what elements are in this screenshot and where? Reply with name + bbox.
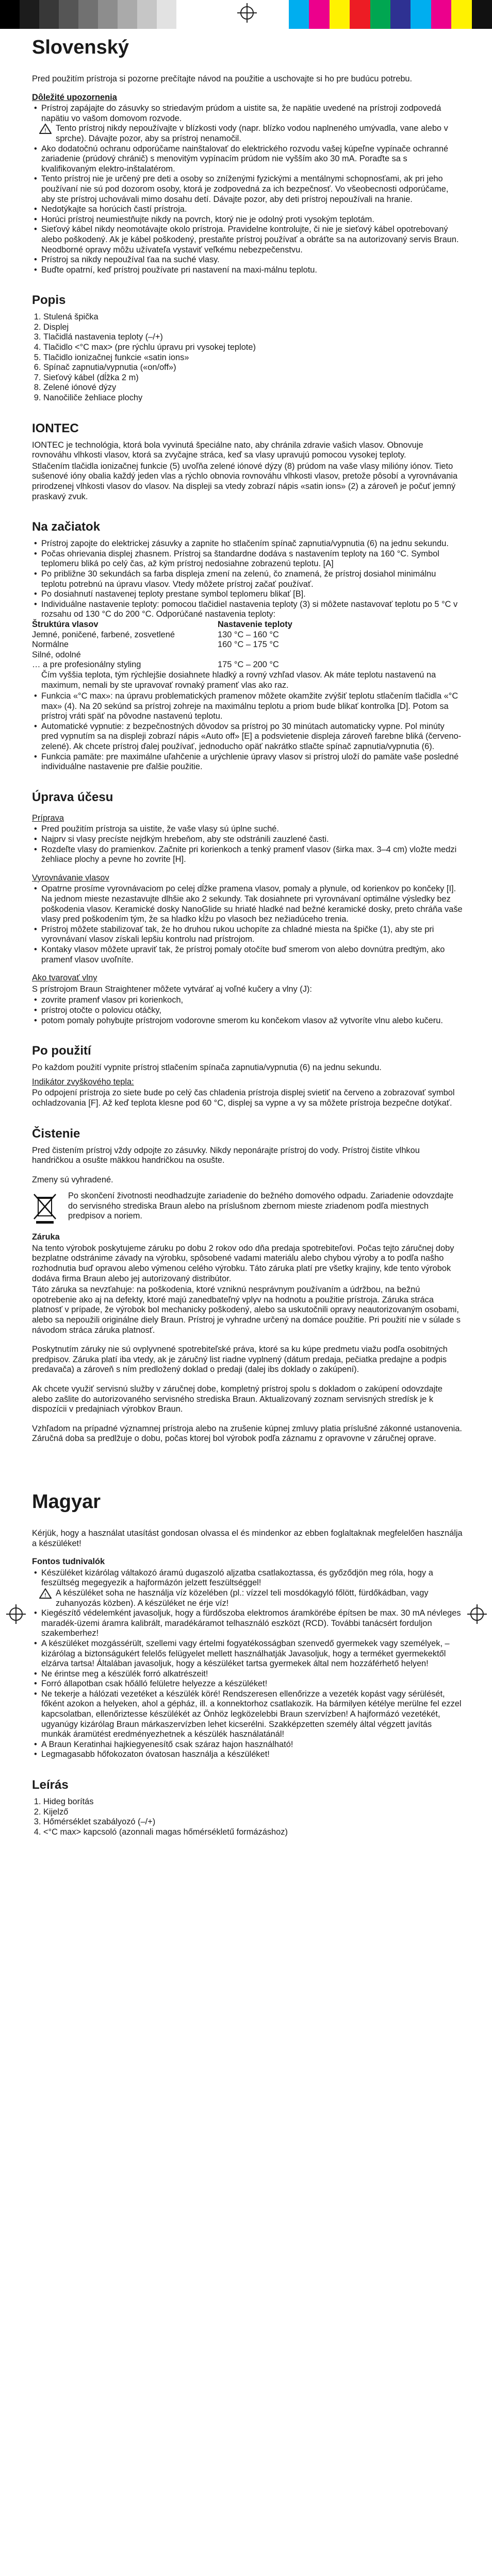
grayscale-calibration-strip xyxy=(0,0,196,29)
list-item: 2. Kijelző xyxy=(43,1807,463,1818)
table-cell: Normálne xyxy=(32,640,69,650)
iontec-heading: IONTEC xyxy=(32,421,79,435)
disposal-notice xyxy=(32,1191,463,1224)
registration-mark-icon xyxy=(470,1607,484,1621)
list-item: • Automatické vypnutie: z bezpečnostných dôvodov sa prístroj po 30 minútach automaticky vypne. Pol minúty pred vypnutím sa na displeji zobrazí nápis «Auto off» [E] a podsvietenie displeja zároveň farebne bliká (červeno-zelené). Ak chcete prístroj ďalej používať, jednoducho opäť nakrátko stlačte spínač zapnutia/vypnutia (6). xyxy=(41,722,463,752)
list-item: • Najprv si vlasy precíste nejdkým hrebeňom, aby ste odstránili zauzlené časti. xyxy=(41,835,463,845)
list-item: • potom pomaly pohybujte prístrojom vodorovne smerom ku končekom vlasov až vytvoríte vlnu alebo kučeru. xyxy=(41,1016,463,1026)
paragraph: IONTEC je technológia, ktorá bola vyvinutá špeciálne nato, aby chránila zdravie vašich vlasov. Obnovuje rovnováhu vlhkosti vlasov, ktorá sa zvyčajne stráca, keď sa vlasy upravujú pomocou vysokej teploty. xyxy=(32,440,423,460)
list-item: • Prístroj zapájajte do zásuvky so striedavým prúdom a uistite sa, že napätie uvedené na prístroji zodpovedá napätiu vo vašom domovom rozvode. xyxy=(41,104,463,124)
paragraph: Po každom použití vypnite prístroj stlačením spínača zapnutia/vypnutia (6) na jednu sekundu. xyxy=(32,1063,382,1073)
list-item: • Prístroj sa nikdy nepoužíval ťaa na suché vlasy. xyxy=(41,255,463,265)
list-item: • Kiegészítő védelemként javasoljuk, hogy a fürdőszoba elektromos áramkörébe építsen be max. 30 mA névleges maradék-üzemi áramra kalibrált, maradékáramot telhasználó eszközt (RCD). További tanácsért forduljon szakemberhez! xyxy=(41,1608,463,1639)
list-item: 3. Hőmérséklet szabályozó (–/+) xyxy=(43,1817,463,1827)
warranty-heading: Záruka xyxy=(32,1232,60,1242)
section-title-hungarian: Magyar xyxy=(32,1490,101,1513)
list-item: • Po približne 30 sekundách sa farba displeja zmení na zelenú, čo znamená, že prístroj dosiahol minimálnu teplotu potrebnú na úpravu vlasov. Vtedy môžete prístroj začať používať. xyxy=(41,569,463,589)
after-use-heading: Po použití xyxy=(32,1044,91,1058)
table-cell: Nastavenie teploty xyxy=(218,619,292,629)
styling-heading: Úprava účesu xyxy=(32,790,113,804)
intro-text: Pred použitím prístroja si pozorne prečítajte návod na použitie a uschovajte si ho pre budúcu potrebu. xyxy=(32,74,413,83)
list-item: • Horúci prístroj neumiestňujte nikdy na povrch, ktorý nie je odolný proti vysokým teplotám. xyxy=(41,215,463,225)
list-item: 6. Spínač zapnutia/vypnutia («on/off») xyxy=(43,363,463,373)
temperature-settings-table xyxy=(32,620,300,670)
paragraph: Pred čistením prístroj vždy odpojte zo zásuvky. Nikdy neponárajte prístroj do vody. Prístroj čistite vlhkou handričkou a osušte mäkkou handričkou na osušte. xyxy=(32,1145,420,1165)
paragraph: Stlačením tlačidla ionizačnej funkcie (5) uvoľňa zelené iónové dýzy (8) prúdom na vaše vlasy milióny iónov. Tieto sušenové ióny obalia každý jeden vlas a rýchlo obnovia rovnováhu vlhkosti vlasov, pretože pôsobí a vyrovnávania prirodzenej vlhkosti vlasov do vlasov. Na displeji sa vtedy zobrazí nápis «satin ions» (2) a zároveň je počuť jemný praskavý zvuk. xyxy=(32,461,458,501)
list-item: • Nedotýkajte sa horúcich častí prístroja. xyxy=(41,205,463,215)
warnings-heading: Fontos tudnivalók xyxy=(32,1557,105,1567)
table-row xyxy=(32,640,300,650)
svg-text:!: ! xyxy=(44,1591,47,1599)
warning-text: A készüléket soha ne használja víz közelében (pl.: vízzel teli mosdókagyló főlött, fürdőkádban, vagy zuhanyozás közben). A készüléket ne érje víz! xyxy=(56,1588,429,1608)
list-item: 4. <°C max> kapcsoló (azonnali magas hőmérsékletű formázáshoz) xyxy=(43,1827,463,1838)
manual-page xyxy=(32,36,463,1837)
warning-text: Tento prístroj nikdy nepoužívajte v blízkosti vody (napr. blízko vodou naplneného umývadla, vane alebo v sprche). Dávajte pozor, aby sa prístroj nenamočil. xyxy=(56,124,448,143)
section-title-slovak: Slovenský xyxy=(32,37,129,58)
table-cell: 130 °C – 160 °C xyxy=(218,630,279,639)
table-cell: 175 °C – 200 °C xyxy=(218,660,279,670)
list-item: • Kontaky vlasov môžete upraviť tak, že prístroj pomaly otočíte buď smerom von alebo dovnútra predtým, ako pramenf vlasov uvoľníte. xyxy=(41,945,463,965)
no-water-warning-icon xyxy=(39,124,53,134)
list-item: 7. Sieťový kábel (dĺžka 2 m) xyxy=(43,373,463,383)
list-item: • Prístroj zapojte do elektrickej zásuvky a zapnite ho stlačením spínač zapnutia/vypnutia (6) na jednu sekundu. xyxy=(41,539,463,549)
list-item: • Prístroj môžete stabilizovať tak, že ho druhou rukou uchopíte za chladné miesta na špičke (1), aby ste pri vyrovnávaní vlasov získali lepšiu kontrolu nad prístrojom. xyxy=(41,925,463,945)
list-item: • Opatrne prosíme vyrovnávaciom po celej dĺžke pramena vlasov, pomaly a plynule, od korienkov po končeky [I]. Na jednom mieste nezastavujte dlhšie ako 2 sekundy. Tak dosiahnete pri vyrovnávaní optimálne výsledky bez poškodenia vlasov. Keramické dosky NanoGlide su hriaté hladké nad bežné keramické dosky, preto chráňa vaše vlasy pred poškodením tým, že sa hladko kĺžu po vlasoch bez nežiadúceho trenia. xyxy=(41,884,463,924)
description-heading: Leírás xyxy=(32,1778,69,1792)
table-cell xyxy=(218,650,300,660)
table-row xyxy=(32,650,300,660)
water-warning xyxy=(39,124,463,144)
list-item: • A készüléket mozgássérült, szellemi vagy értelmi fogyatékosságban szenvedő gyermekek vagy személyek, – kizárólag a biztonságukért felelős felügyelet mellett használhatják Javasoljuk, hogy a terméket gyermekektől elzárva tartsa! Általában javasoljuk, hogy a készüléket tartsa gyermekek által nem hozzáférhető helyen! xyxy=(41,1639,463,1669)
getting-started-list xyxy=(32,539,463,620)
warnings-list-continued xyxy=(32,144,463,276)
list-item: • Počas ohrievania displej zhasnem. Prístroj sa štandardne dodáva s nastavením teploty na 160 °C. Symbol teplomeru bliká po celý čas, až kým prístroj nedosiahne zobrazenú teplotu. [A] xyxy=(41,549,463,569)
table-cell: Jemné, poničené, farbené, zosvetlené xyxy=(32,630,175,639)
list-item: 4. Tlačidlo <°C max> (pre rýchlu úpravu pri vysokej teplote) xyxy=(43,343,463,353)
list-item: • A Braun Keratinhai hajkiegyenesítő csak száraz hajon használható! xyxy=(41,1740,463,1750)
list-item: • Ne érintse meg a készülék forró alkatrészeit! xyxy=(41,1669,463,1680)
paragraph: Táto záruka sa nevzťahuje: na poškodenia, ktoré vzniknú nesprávnym používaním a údržbou, na bežnú opotrebenie ako aj na defekty, ktoré majú zanedbateľný vplyv na hodnotu a použitie prístroja. Záruka stráca platnosť v prípade, že výrobok bol mechanicky poškodený, alebo sa uskutočnili opravy neautorizovaným osobami, alebo sa nepoužili originálne diely Braun. Prístroj je vyhradne určený na domáce použitie. Pri použití nie v súlade s návodom stráca záruka platnosť. xyxy=(32,1285,461,1335)
list-item: 1. Hideg borítás xyxy=(43,1797,463,1807)
residual-heat-heading: Indikátor zvyškového tepla: xyxy=(32,1077,134,1087)
list-item: • Ako dodatočnú ochranu odporúčame nainštalovať do elektrického rozvodu vašej kúpeľne vypínače ochranné zariadenie (prúdový chránič) s menovitým vypínacím prúdom nie vyšším ako 30 mA. Poraďte sa s kvalifikovaným elektro-inštalatérom. xyxy=(41,144,463,175)
list-item: • Legmagasabb hőfokozaton óvatosan használja a készüléket! xyxy=(41,1750,463,1760)
table-row xyxy=(32,660,300,670)
waves-list xyxy=(32,995,463,1026)
list-item: • prístroj otočte o polovicu otáčky, xyxy=(41,1006,463,1016)
list-item: • Pred použitím prístroja sa uistite, že vaše vlasy sú úplne suché. xyxy=(41,824,463,835)
paragraph: Zmeny sú vyhradené. xyxy=(32,1175,113,1184)
list-item: 1. Stulená špička xyxy=(43,312,463,323)
list-item: • Készüléket kizárólag váltakozó áramú dugaszoló aljzatba csatlakoztassa, és győződjön meg róla, hogy a feszültség megegyezik a hajformázón jelzett feszültséggel! xyxy=(41,1568,463,1588)
svg-text:!: ! xyxy=(44,127,47,134)
cmyk-calibration-strip xyxy=(289,0,492,29)
paragraph: Po skončení životnosti neodhadzujte zariadenie do bežného domového odpadu. Zariadenie odovzdajte do servisného strediska Braun alebo na príslušnom zbernom mieste zriadenom podľa miestnych predpisov a noriem. xyxy=(68,1191,454,1221)
preparation-list xyxy=(32,824,463,865)
cleaning-heading: Čistenie xyxy=(32,1126,80,1141)
no-water-warning-icon xyxy=(39,1588,53,1599)
list-item: • Forró állapotban csak hőálló felületre helyezze a készüléket! xyxy=(41,1679,463,1689)
description-heading: Popis xyxy=(32,293,66,308)
list-item: 9. Nanočiliče žehliace plochy xyxy=(43,393,463,403)
list-item: • Po dosiahnutí nastavenej teploty prestane symbol teplomeru blikať [B]. xyxy=(41,589,463,600)
paragraph: Poskytnutím záruky nie sú ovplyvnené spotrebiteľské práva, ktoré sa ku kúpe predmetu viažu podľa osobitných predpisov. Záruka platí iba vtedy, ak je záručný list riadne vyplnený (dátum predaja, pečiatka predajne a podpis predavača) a zároveň s ním predložený doklad o predaji (dalej ibs doklady o zakúpení). xyxy=(32,1345,448,1375)
registration-mark-icon xyxy=(240,6,254,20)
paragraph: Ak chcete využiť servisnú služby v záručnej dobe, kompletný prístroj spolu s dokladom o zakúpení odovzdajte alebo zašlite do autorizovaného servisného strediska Braun. Aktualizovaný zoznam servisných stredísk je k dispozícii v predajniach výrobkov Braun. xyxy=(32,1384,443,1414)
getting-started-list-continued xyxy=(32,691,463,772)
list-item: • Funkcia pamäte: pre maximálne uľahčenie a urýchlenie úpravy vlasov si prístroj uloží do pamäte vaše posledné individuálne nastavenie pre ďalšie použitie. xyxy=(41,752,463,772)
waves-heading: Ako tvarovať vlny xyxy=(32,973,97,983)
getting-started-heading: Na začiatok xyxy=(32,520,101,534)
list-item: 5. Tlačidlo ionizačnej funkcie «satin ions» xyxy=(43,353,463,363)
table-cell: Štruktúra vlasov xyxy=(32,619,99,629)
list-item: • Rozdeľte vlasy do pramienkov. Začnite pri korienkoch a tenký pramenf vlasov (širka max. 3–4 cm) vložte medzi žehliace plochy a pevne ho zovrite [H]. xyxy=(41,845,463,865)
list-item: • Individuálne nastavenie teploty: pomocou tlačidiel nastavenia teploty (3) si môžete nastavovať teplotu po 5 °C v rozsahu od 130 °C do 200 °C. Odporúčané nastavenia teploty: xyxy=(41,600,463,620)
crossed-out-bin-icon xyxy=(32,1191,58,1224)
registration-mark-icon xyxy=(9,1607,23,1621)
list-item: • Ne tekerje a hálózati vezetéket a készülék köré! Rendszeresen ellenőrizze a vezeték kopást vagy sérülését, főként azokon a helyeken, ahol a gépház, ill. a konnektorhoz csatlakozik. Ha bármilyen kétélye merülne fel ezzel kapcsolatban, ellenőriztesse készülékét az Önhöz legközelebbi Braun szervízben! A hajformázó vezetékét, ugyanúgy kizárólag Braun márkaszervízben lehet kicserélni. Szakképzetten személy által végzett javítás munkák áramütést eredményezhetnek a készülék használatánál! xyxy=(41,1689,463,1740)
list-item: 2. Displej xyxy=(43,323,463,333)
warnings-list xyxy=(32,104,463,124)
list-item: • Buďte opatrní, keď prístroj používate pri nastavení na maxi-málnu teplotu. xyxy=(41,265,463,276)
parts-list xyxy=(32,312,463,403)
intro-text: Kérjük, hogy a használat utasítást gondosan olvassa el és mindenkor az ebben foglaltaknak megfelelően használja a készüléket! xyxy=(32,1528,463,1548)
warnings-heading: Dôležité upozornenia xyxy=(32,92,117,102)
paragraph: Čím vyššia teplota, tým rýchlejšie dosiahnete hladký a rovný vzhľad vlasov. Ak máte teplotu nastavenú na maximum, nemali by ste upravovať rovnaký pramenť vlas ako raz. xyxy=(41,670,436,690)
warnings-list-continued xyxy=(32,1608,463,1760)
straightening-heading: Vyrovnávanie vlasov xyxy=(32,873,109,883)
table-cell: Silné, odolné xyxy=(32,650,81,659)
paragraph: S prístrojom Braun Straightener môžete vytvárať aj voľné kučery a vlny (J): xyxy=(32,984,312,994)
table-header-row xyxy=(32,620,300,630)
straightening-list xyxy=(32,884,463,965)
paragraph: Vzhľadom na prípadné významnej prístroja alebo na zrušenie kúpnej zmluvy platia príslušné zákonné ustanovenia. Záručná doba sa predlžuje o dobu, počas ktorej bol výrobok podľa záznamu z opravovne v záručnej oprave. xyxy=(32,1423,462,1444)
table-cell: … a pre profesionálny styling xyxy=(32,660,141,670)
list-item: • Tento prístroj nie je určený pre deti a osoby so zníženými fyzickými a mentálnymi schopnosťami, ak pri jeho používaní nie sú pod dozorom osoby, ktorá je zodpovedná za ich bezpečnosť. Vo všeobecnosti odporúčame, aby ste prístroj uchovávali mimo dosahu detí. Dávajte pozor, aby deti prístroj nepoužívali na hranie. xyxy=(41,174,463,205)
preparation-heading: Príprava xyxy=(32,813,64,823)
paragraph: Na tento výrobok poskytujeme záruku po dobu 2 rokov odo dňa predaja spotrebiteľovi. Počas tejto záručnej doby bezplatne odstránime závady na výrobku, spôsobené vadami materiálu alebo chybou výroby a to podľa našho rozhodnutia buď opravou alebo výmenou celého výrobku. Táto záruka platí pre všetky krajiny, kde tento výrobok dodáva firma Braun alebo jej autorizovaný distribútor. xyxy=(32,1243,454,1283)
list-item: • zovrite pramenf vlasov pri korienkoch, xyxy=(41,995,463,1006)
water-warning xyxy=(39,1588,463,1608)
list-item: • Sieťový kábel nikdy neomotávajte okolo prístroja. Pravidelne kontrolujte, či nie je sieťový kábel opotrebovaný alebo poškodený. Ak je kábel poškodený, prestaňte prístroj používať a obráťte sa na autorizovaný servis Braun. Neodborné opravy môžu užívateľa vystaviť veľkému nebezpečenstvu. xyxy=(41,225,463,255)
list-item: 3. Tlačidlá nastavenia teploty (–/+) xyxy=(43,332,463,343)
list-item: 8. Zelené iónové dýzy xyxy=(43,383,463,393)
parts-list xyxy=(32,1797,463,1837)
list-item: • Funkcia «°C max»: na úpravu problematických pramenov môžete okamžite zvýšiť teplotu stlačením tlačidla «°C max» (4). Na 20 sekúnd sa prístroj zohreje na maximálnu teplotu a priom bude blikať kontrolka [D]. Potom sa prístroj vráti späť na pôvodne nastavenú teplotu. xyxy=(41,691,463,722)
paragraph: Po odpojení prístroja zo siete bude po celý čas chladenia prístroja displej svietiť na červeno a zobrazovať symbol ochladzovania [F]. Až keď teplota klesne pod 60 °C, displej sa vypne a vy sa môžete prístroja bezpečne dotýkať. xyxy=(32,1088,455,1108)
table-cell: 160 °C – 175 °C xyxy=(218,640,279,650)
table-row xyxy=(32,630,300,640)
warnings-list xyxy=(32,1568,463,1588)
